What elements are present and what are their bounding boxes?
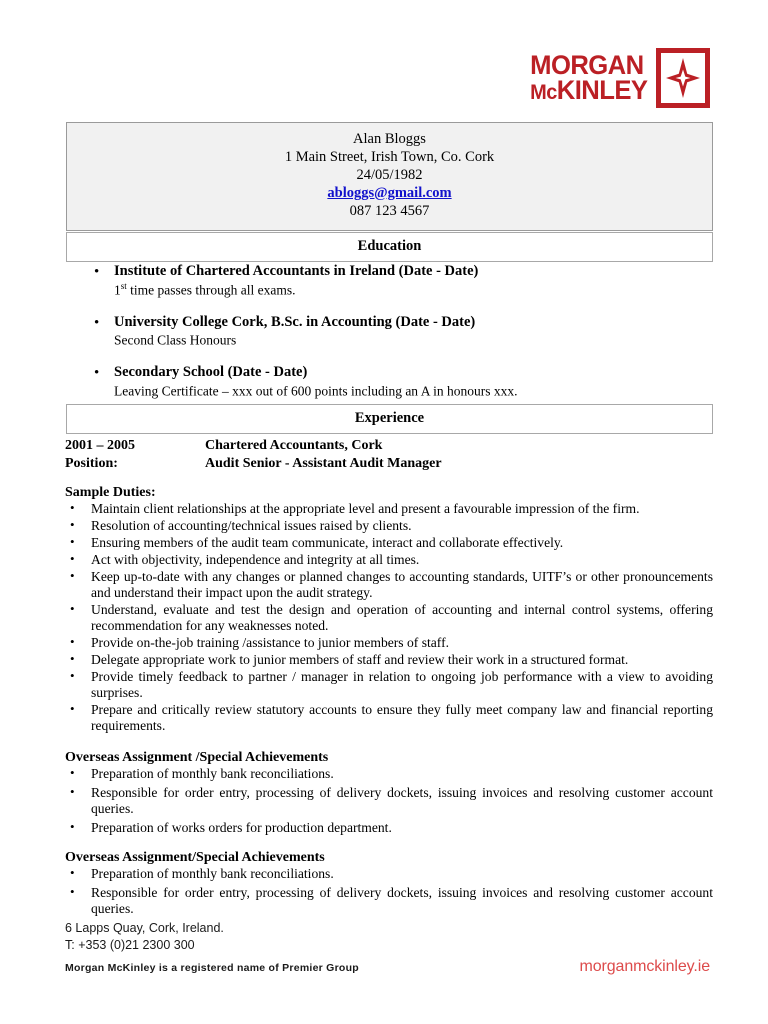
candidate-email-link[interactable]: abloggs@gmail.com xyxy=(327,184,452,201)
contact-details-box xyxy=(66,122,713,231)
overseas-assignment-heading-1: Overseas Assignment /Special Achievements xyxy=(65,750,329,765)
achievement-text: Preparation of monthly bank reconciliations. xyxy=(91,866,334,881)
duty-item xyxy=(65,602,713,634)
bullet-icon: • xyxy=(70,884,75,900)
logo-mc-prefix: Mc xyxy=(529,81,557,104)
education-title: Institute of Chartered Accountants in Ireland (Date - Date) xyxy=(114,263,479,279)
achievement-item xyxy=(65,766,713,782)
bullet-icon: • xyxy=(70,784,75,800)
page-footer xyxy=(0,958,768,990)
education-detail-prefix: Second Class Honours xyxy=(114,332,237,348)
company-logo xyxy=(524,48,710,108)
experience-position-value: Audit Senior - Assistant Audit Manager xyxy=(205,456,442,472)
candidate-phone: 087 123 4567 xyxy=(349,202,430,219)
bullet-icon: • xyxy=(70,634,75,650)
logo-wordmark xyxy=(529,50,647,105)
education-detail-prefix: 1 xyxy=(114,282,121,298)
duty-item xyxy=(65,518,713,534)
duty-item xyxy=(65,669,713,701)
experience-position-label: Position: xyxy=(65,456,118,472)
section-header-education: Education xyxy=(66,232,713,262)
education-detail-prefix: Leaving Certificate – xxx out of 600 points including an A in honours xxx. xyxy=(114,383,518,399)
bullet-icon: • xyxy=(94,365,100,382)
education-item xyxy=(66,263,713,299)
four-pointed-star-icon xyxy=(656,48,710,108)
candidate-name: Alan Bloggs xyxy=(353,131,426,147)
bullet-icon: • xyxy=(94,264,100,280)
achievement-text: Responsible for order entry, processing of delivery dockets, issuing invoices and resolving customer account queries. xyxy=(91,885,713,917)
bullet-icon: • xyxy=(70,551,75,567)
bullet-icon: • xyxy=(70,651,75,667)
footer-legal-text: Morgan McKinley is a registered name of Premier Group xyxy=(65,962,359,974)
bullet-icon: • xyxy=(70,819,75,835)
experience-position-row xyxy=(65,455,715,473)
duty-text: Keep up-to-date with any changes or planned changes to accounting standards, UITF’s or other pronouncements and understand their impact upon the audit strategy. xyxy=(91,569,713,601)
experience-employer: Chartered Accountants, Cork xyxy=(205,438,383,453)
footer-website-link[interactable]: morganmckinley.ie xyxy=(579,958,710,975)
education-list xyxy=(66,263,713,400)
duty-item xyxy=(65,501,713,517)
duty-text: Delegate appropriate work to junior members of staff and review their work in a structured format. xyxy=(91,652,629,668)
sample-duties-label: Sample Duties: xyxy=(65,485,156,500)
bullet-icon: • xyxy=(70,534,75,550)
company-address-line2: T: +353 (0)21 2300 300 xyxy=(65,937,195,952)
duty-item xyxy=(65,652,713,668)
company-address-block xyxy=(65,920,224,954)
experience-dates: 2001 – 2005 xyxy=(65,438,135,453)
duty-text: Provide on-the-job training /assistance to junior members of staff. xyxy=(91,635,450,651)
duty-item xyxy=(65,552,713,568)
education-detail xyxy=(114,382,713,400)
candidate-dob: 24/05/1982 xyxy=(356,166,423,183)
duty-item xyxy=(65,635,713,651)
education-item xyxy=(66,314,713,350)
duty-text: Prepare and critically review statutory accounts to ensure they fully meet company law and financial reporting requirements. xyxy=(91,702,713,734)
logo-line-morgan: MORGAN xyxy=(529,50,644,81)
bullet-icon: • xyxy=(94,314,100,331)
achievement-item xyxy=(65,866,713,882)
experience-meta xyxy=(65,437,715,474)
experience-dates-row xyxy=(65,437,715,455)
duty-item xyxy=(65,569,713,601)
logo-line-mckinley xyxy=(529,75,647,105)
overseas-achievements-list-1 xyxy=(65,766,713,839)
education-detail xyxy=(114,281,713,299)
bullet-icon: • xyxy=(70,865,75,880)
sample-duties-list xyxy=(65,501,713,735)
bullet-icon: • xyxy=(70,500,75,515)
bullet-icon: • xyxy=(70,517,75,533)
duty-text: Provide timely feedback to partner / manager in relation to ongoing job performance with a view to avoiding surprises. xyxy=(91,669,713,701)
duty-item xyxy=(65,535,713,551)
education-title: Secondary School (Date - Date) xyxy=(114,364,308,381)
logo-kinley-suffix: KINLEY xyxy=(556,75,647,105)
bullet-icon: • xyxy=(70,568,75,584)
bullet-icon: • xyxy=(70,601,75,617)
duty-text: Understand, evaluate and test the design and operation of accounting and internal control systems, offering recommendation for any weaknesses noted. xyxy=(91,602,713,634)
duty-text: Resolution of accounting/technical issues raised by clients. xyxy=(91,518,412,534)
overseas-achievements-list-2 xyxy=(65,866,713,920)
achievement-text: Responsible for order entry, processing of delivery dockets, issuing invoices and resolving customer account queries. xyxy=(91,785,713,817)
overseas-assignment-heading-2: Overseas Assignment/Special Achievements xyxy=(65,850,325,865)
candidate-address: 1 Main Street, Irish Town, Co. Cork xyxy=(284,148,495,165)
achievement-item xyxy=(65,820,713,836)
education-detail xyxy=(114,331,713,349)
education-title: University College Cork, B.Sc. in Accounting (Date - Date) xyxy=(114,313,476,330)
duty-item xyxy=(65,702,713,734)
education-item xyxy=(66,364,713,400)
bullet-icon: • xyxy=(70,765,75,780)
education-detail-rest: time passes through all exams. xyxy=(126,282,296,298)
achievement-item xyxy=(65,785,713,817)
achievement-text: Preparation of works orders for production department. xyxy=(91,820,392,836)
achievement-text: Preparation of monthly bank reconciliations. xyxy=(91,766,334,781)
achievement-item xyxy=(65,885,713,917)
education-detail-superscript: st xyxy=(120,280,127,291)
section-header-experience: Experience xyxy=(66,404,713,434)
duty-text: Maintain client relationships at the appropriate level and present a favourable impression of the firm. xyxy=(91,501,640,516)
bullet-icon: • xyxy=(70,668,75,684)
duty-text: Act with objectivity, independence and integrity at all times. xyxy=(91,552,420,568)
duty-text: Ensuring members of the audit team communicate, interact and collaborate effectively. xyxy=(91,535,564,551)
bullet-icon: • xyxy=(70,701,75,717)
company-address-line1: 6 Lapps Quay, Cork, Ireland. xyxy=(65,921,224,935)
